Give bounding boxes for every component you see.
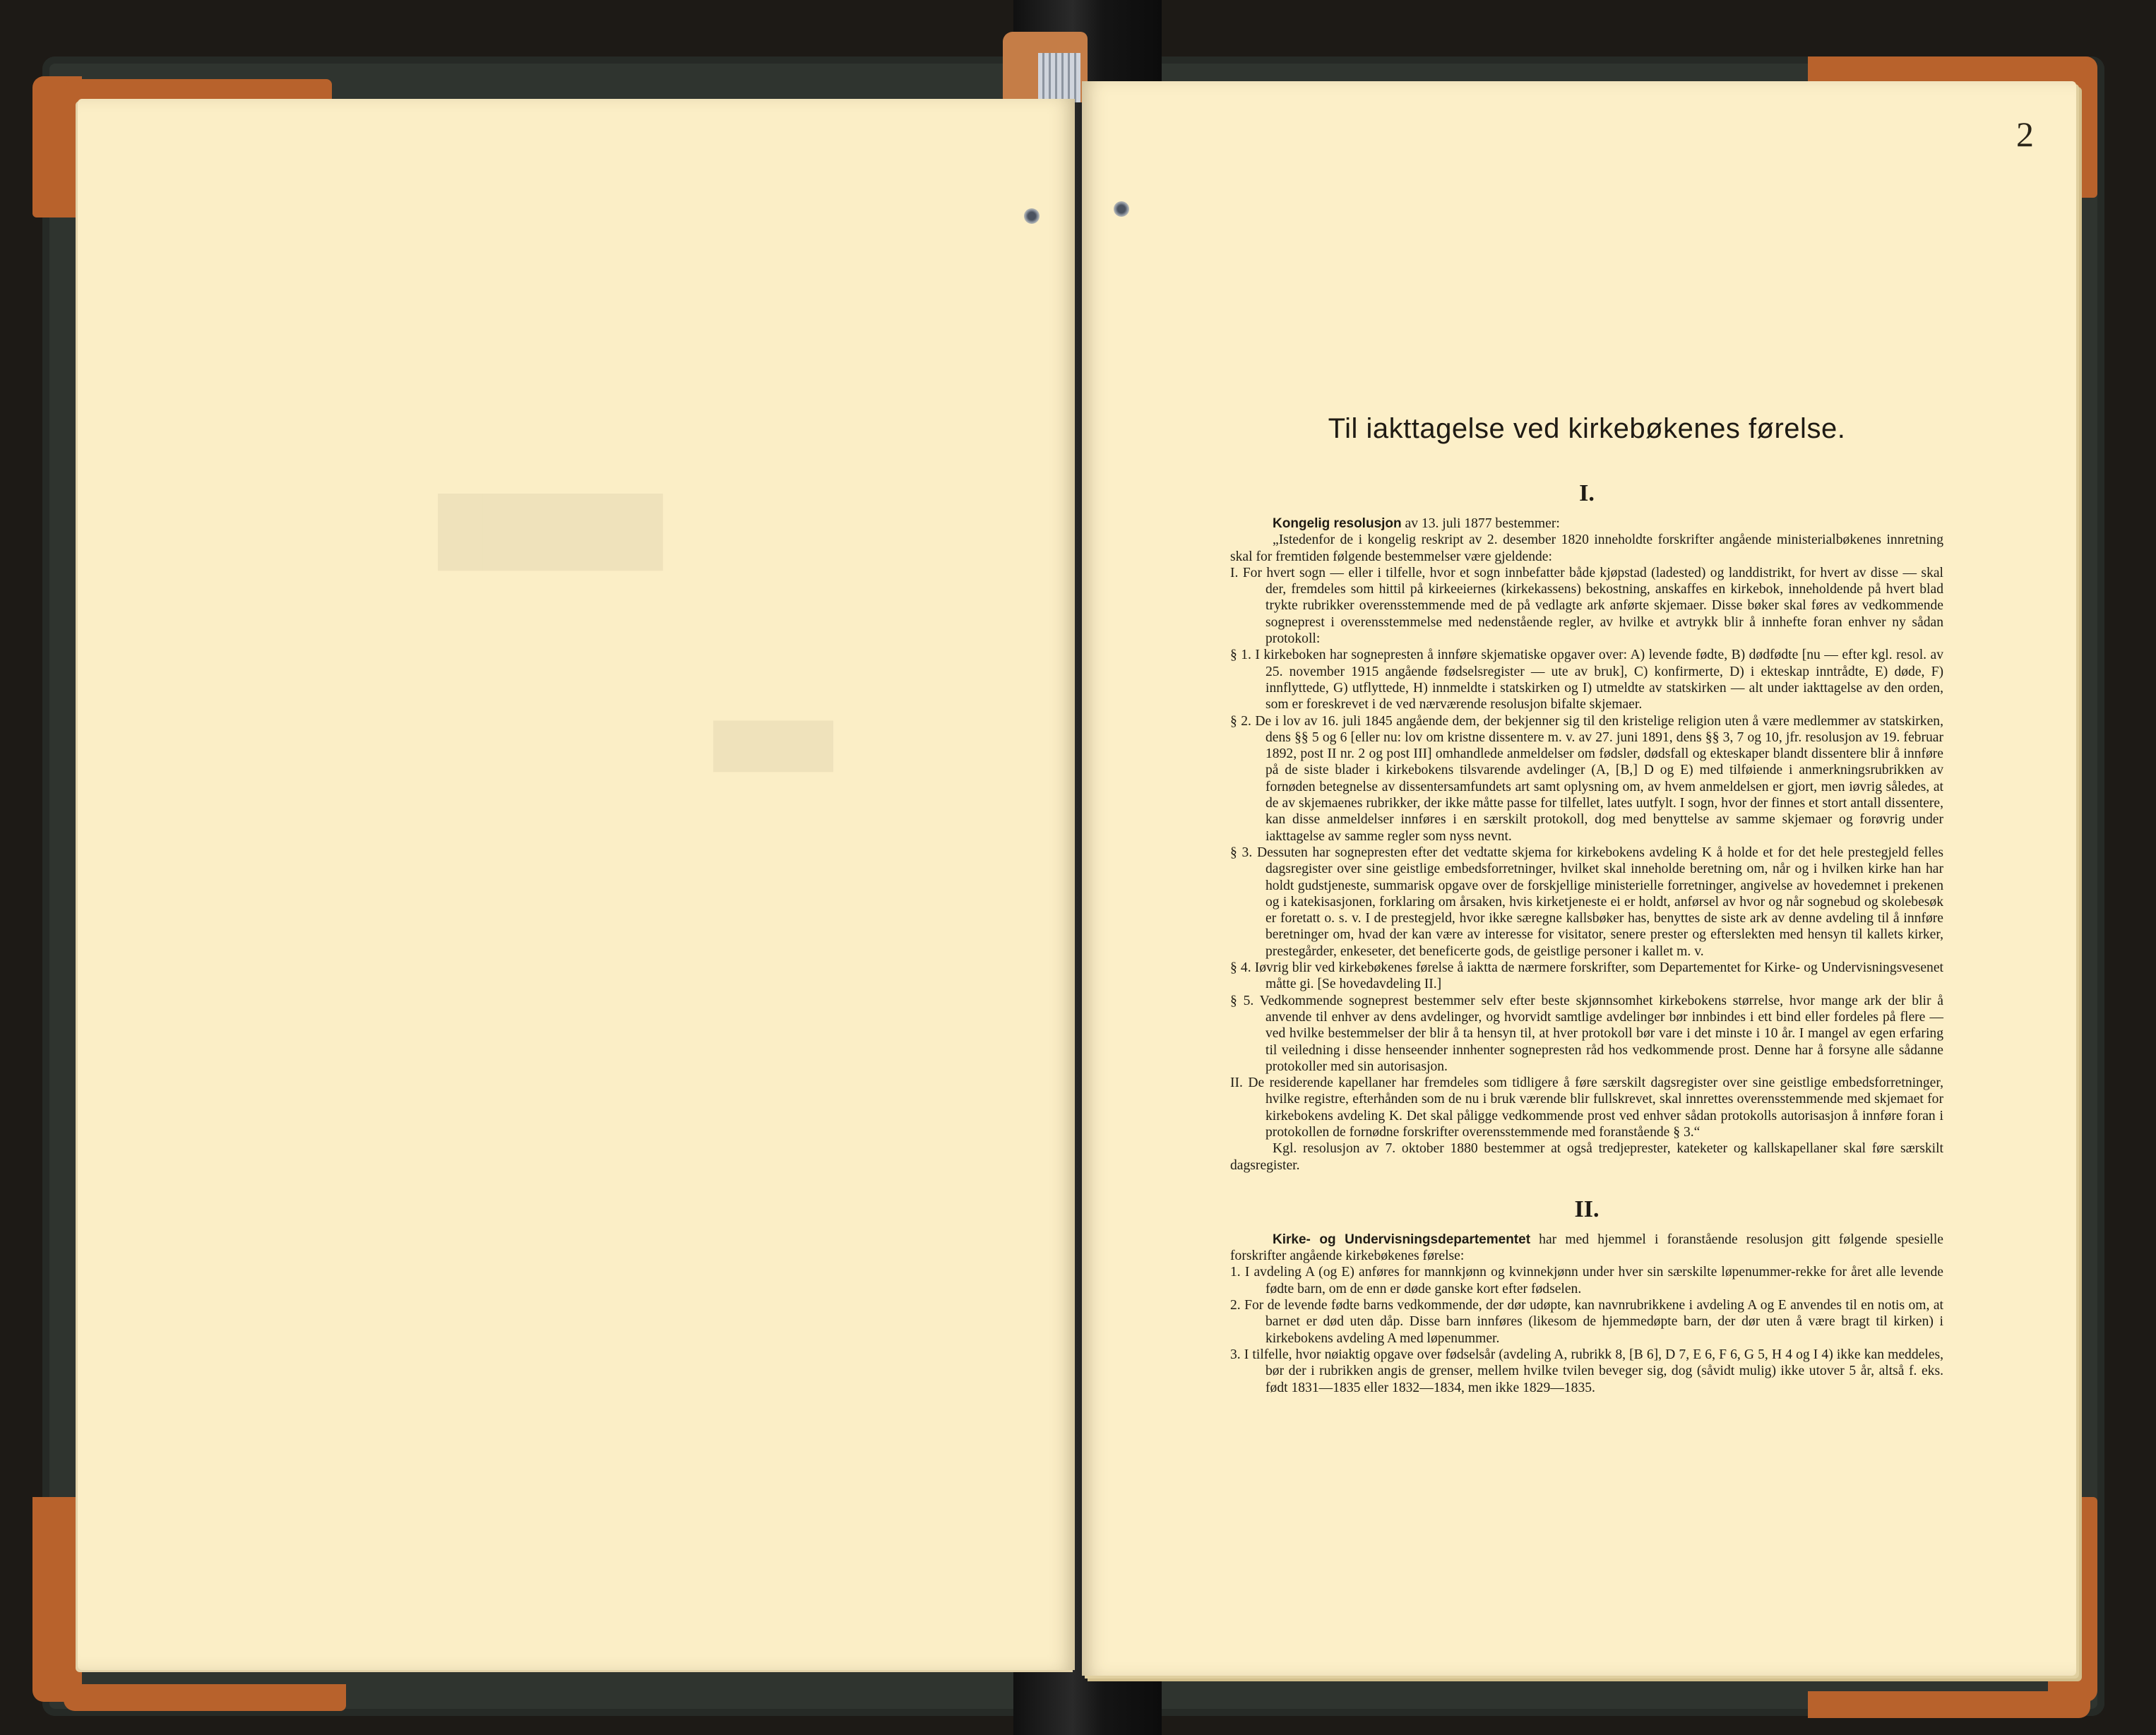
leather-edge-top-right [1808, 56, 2090, 85]
paragraph-s2: § 2. De i lov av 16. juli 1845 angående dem, der bekjenner sig til den kristelige religion uten å være medlemmer av statskirken, dens §§ 5 og 6 [eller nu: lov om kristne dissentere m. v. av 27. juni 1891, dens §§ 3, 7 og 10, jfr. resolusjon av 19. februar 1892, post II nr. 2 og post III] omhandlede anmeldelser om fødsler, dødsfall og ekteskaper blandt dissentere blir å innføre på de siste blader i kirkebokens tilsvarende avdelinger (A, [B,] D og E) med tilføiende i anmerkningsrubrikken av fornøden betegnelse av dissentersamfundets art samt oplysning om, av hvem anmeldelsen er gjort, men iøvrig således, at de av skjemaenes rubrikker, der ikke måtte passe for tilfellet, lates uutfylt. I sogn, hvor der finnes et stort antall dissentere, kan disse anmeldelser innføres i en særskilt protokoll, dog med benyttelse av samme skjemaer og forøvrig under iakttagelse av samme regler som nyss nevnt. [1230, 713, 1943, 844]
page-number: 2 [2016, 114, 2034, 154]
bleed-through-mark: ████ [713, 721, 834, 768]
item-1: 1. I avdeling A (og E) anføres for mannkjønn og kvinnekjønn under hver sin særskilte løpenummer-rekke for året alle levende fødte barn, om de enn er døde ganske kort efter fødselen. [1230, 1265, 1943, 1296]
binding-thread [1038, 53, 1080, 102]
paragraph-II: II. De residerende kapellaner har fremdeles som tidligere å føre særskilt dagsregister over sine geistlige embedsforretninger, hvilke registre, efterhånden som de nu i bruk værende blir fullskrevet, skal innrettes overensstemmende med skjemaet for kirkebokens avdeling K. Det skal påligge vedkommende prost ved enhver sådan protokolls autorisasjon å innføre foran i protokollen de fornødne forskrifter overensstemmende med foranstående § 3.“ [1230, 1075, 1943, 1140]
leather-edge-bottom-left [64, 1684, 346, 1711]
quote-open: „Istedenfor de i kongelig reskript av 2. desember 1820 inneholdte forskrifter angående ministerialbøkenes innretning skal for fremtiden følgende bestemmelser være gjeldende: [1230, 532, 1943, 564]
paragraph-s1: § 1. I kirkeboken har sognepresten å innføre skjematiske opgaver over: A) levende fødte, B) dødfødte [nu — efter kgl. resol. av 25. november 1915 angående fødselsregister — ute av bruk], C) konfirmerte, D) i ekteskap inntrådte, E) døde, F) innflyttede, G) utflyttede, H) innmeldte i statskirken og I) utmeldte av statskirken — alt under iakttagelse av den orden, som er foreskrevet i de ved nærværende resolusjon bifalte skjemaer. [1230, 648, 1943, 713]
leather-corner-bottom-left [32, 1497, 82, 1702]
section-1-intro [1230, 515, 1943, 532]
section-2-lead: Kirke- og Undervisningsdepartementet [1273, 1232, 1531, 1247]
right-page [1082, 81, 2076, 1676]
leather-edge-bottom-right [1808, 1691, 2090, 1718]
binding-hole [1114, 201, 1129, 217]
instructions-text [1230, 413, 1943, 1396]
paragraph-s3: § 3. Dessuten har sognepresten efter det vedtatte skjema for kirkebokens avdeling K å holde et for det hele prestegjeld felles dagsregister over sine geistlige embedsforretninger, hvilket skal inneholde beretning om, når og i hvilken kirke han har holdt gudstjeneste, summarisk opgave over de forskjellige ministerielle forretninger, angivelse av hovedemnet i prekenen og i katekisasjonen, forklaring om årsaken, hvis kirketjeneste ei er holdt, anførsel av hvor og når sognebud og skolebesøk er foretatt o. s. v. I de prestegjeld, hvor ikke særegne kallsbøker has, benyttes de siste ark av denne avdeling til å innføre beretninger om, hvad der kan være av interesse for visitator, senere prester og efterslekten med hensyn til kallets kirker, prestegårder, enkeseter, det beneficerte gods, de geistlige personer i kallet m. v. [1230, 845, 1943, 959]
item-2: 2. For de levende fødte barns vedkommende, der dør udøpte, kan navnrubrikkene i avdeling A og E anvendes til en notis om, at barnet er død uten dåp. Disse barn innføres (likesom de hjemmedøpte barn, der dør uten å være bragt til kirken) i kirkebokens avdeling A med løpenummer. [1230, 1298, 1943, 1346]
section-2-intro-rest: har med hjemmel i foranstående resolusjon gitt følgende spesielle forskrifter angående kirkebøkenes førelse: [1230, 1232, 1943, 1264]
item-3: 3. I tilfelle, hvor nøiaktig opgave over fødselsår (avdeling A, rubrikk 8, [B 6], D 7, E 6, F 6, G 5, H 4 og I 4) ikke kan meddeles, bør der i rubrikken angis de grenser, mellem hvilke tvilen beveger sig, dog (såvidt mulig) ikke utover 5 år, altså f. eks. født 1831—1835 eller 1832—1834, men ikke 1829—1835. [1230, 1347, 1943, 1395]
paragraph-I: I. For hvert sogn — eller i tilfelle, hvor et sogn innbefatter både kjøpstad (ladested) og landdistrikt, for hvert av disse — skal der, fremdeles som hittil på kirkeeiernes (kirkekassens) bekostning, anskaffes en kirkebok, inneholdende på hvert blad trykte rubrikker overensstemmende med de på vedlagte ark anførte skjemaer. Disse bøker skal føres av vedkommende sogneprest i overensstemmelse med nedenstående regler, av hvilke et avtrykk blir å innhefte foran enhver ny sådan protokoll: [1230, 565, 1943, 647]
section-1-lead: Kongelig resolusjon [1273, 516, 1402, 531]
paragraph-1880: Kgl. resolusjon av 7. oktober 1880 bestemmer at også tredjeprester, kateketer og kallskapellaner skal føre særskilt dagsregister. [1230, 1141, 1943, 1173]
bleed-through-mark: █████ [438, 495, 663, 566]
section-numeral-1: I. [1579, 480, 1595, 506]
document-title: Til iakttagelse ved kirkebøkenes førelse. [1328, 413, 1846, 444]
section-numeral-2: II. [1574, 1196, 1600, 1222]
section-2-intro [1230, 1232, 1943, 1265]
binding-hole [1024, 208, 1040, 224]
left-page [78, 99, 1075, 1670]
section-1-intro-rest: av 13. juli 1877 bestemmer: [1401, 516, 1560, 531]
paragraph-s4: § 4. Iøvrig blir ved kirkebøkenes førelse å iaktta de nærmere forskrifter, som Departementet for Kirke- og Undervisningsvesenet måtte gi. [Se hovedavdeling II.] [1230, 960, 1943, 992]
paragraph-s5: § 5. Vedkommende sogneprest bestemmer selv efter beste skjønnsomhet kirkebokens størrelse, hvor mange ark der blir å anvende til enhver av dens avdelinger, og hvorvidt samtlige avdelinger bør innbindes i ett bind eller fordeles på flere — ved hvilke bestemmelser der blir å ta hensyn til, at hver protokoll bør vare i det minste i 10 år. I mangel av egen erfaring til veiledning i disse henseender innhenter sognepresten råd hos vedkommende prost. Denne har å forsyne alle sådanne protokoller med sin autorisasjon. [1230, 993, 1943, 1074]
